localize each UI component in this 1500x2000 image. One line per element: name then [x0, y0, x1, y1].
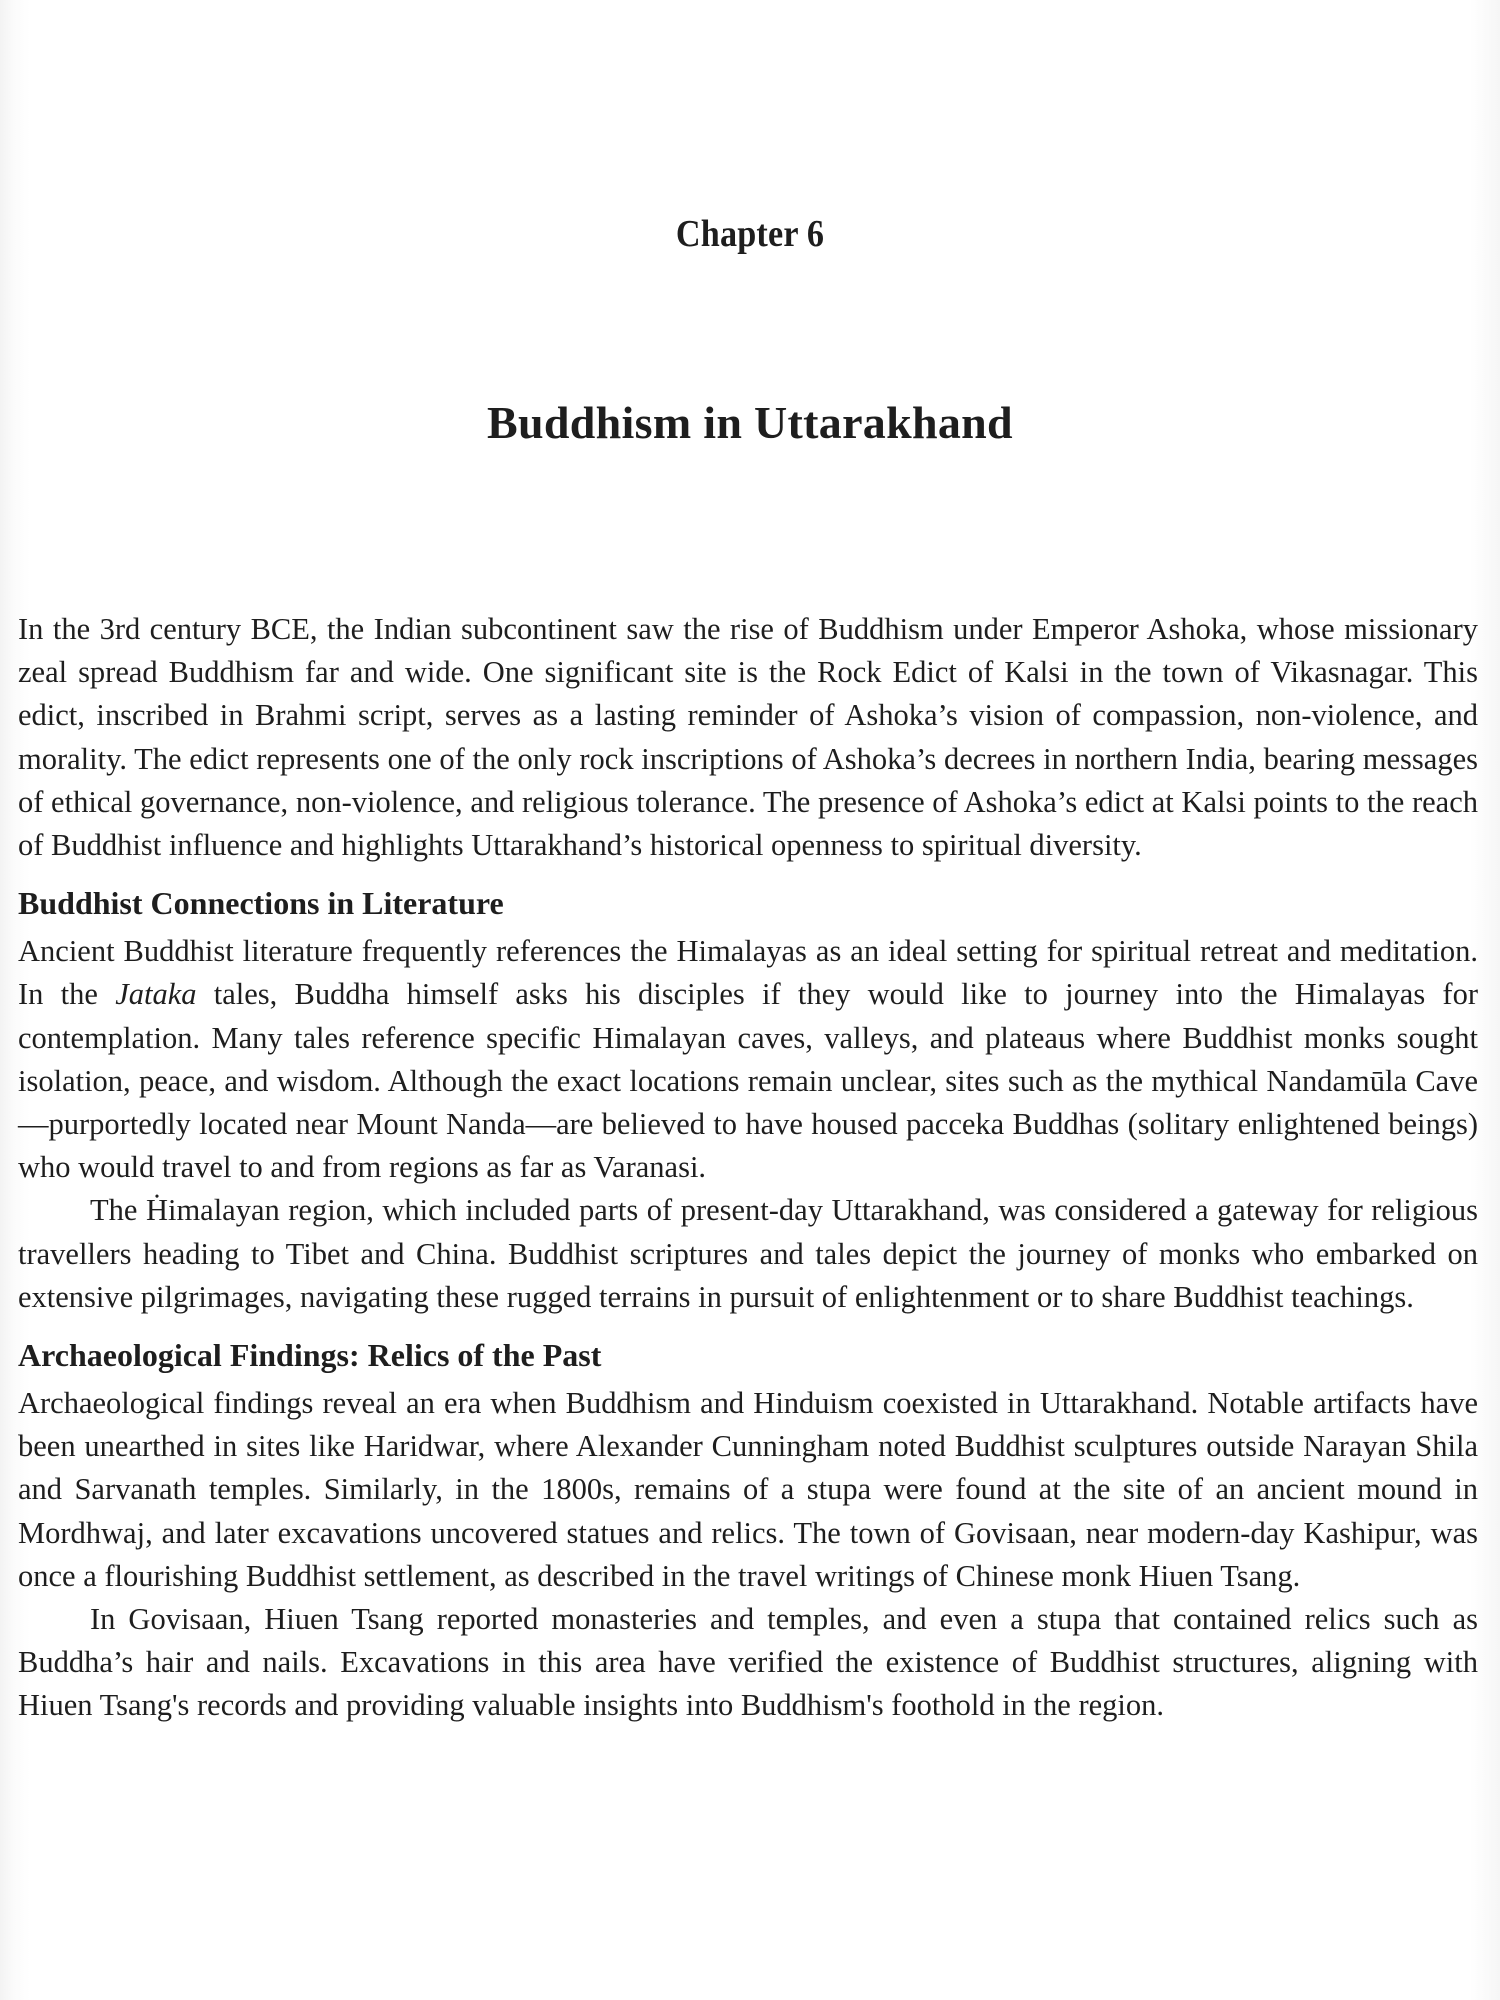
literature-paragraph-2: The Ḣimalayan region, which included parts of present-day Uttarakhand, was considered a gateway for religious travellers heading to Tibet and China. Buddhist scriptures and tales depict the journey of monks who embarked on extensive pilgrimages, navigating these rugged terrains in pursuit of enlightenment or to share Buddhist teachings. — [18, 1193, 1478, 1314]
archaeology-paragraph-1: Archaeological findings reveal an era when Buddhism and Hinduism coexisted in Uttarakhand. Notable artifacts have been unearthed in sites like Haridwar, where Alexander Cunningham noted Buddhist sculptures outside Narayan Shila and Sarvanath temples. Similarly, in the 1800s, remains of a stupa were found at the site of an ancient mound in Mordhwaj, and later excavations uncovered statues and relics. The town of Govisaan, near modern-day Kashipur, was once a flourishing Buddhist settlement, as described in the travel writings of Chinese monk Hiuen Tsang. — [18, 1386, 1478, 1593]
chapter-label: Chapter 6 — [675, 213, 825, 255]
jataka-italic-term: Jataka — [115, 977, 197, 1012]
archaeology-paragraph-2: In Govisaan, Hiuen Tsang reported monasteries and temples, and even a stupa that contained relics such as Buddha’s hair and nails. Excavations in this area have verified the existence of Buddhist structures, aligning with Hiuen Tsang's records and providing valuable insights into Buddhism's foothold in the region. — [18, 1602, 1478, 1723]
literature-text-after-italic: tales, Buddha himself asks his disciples if they would like to journey into the Himalayas for contemplation. Many tales reference specific Himalayan caves, valleys, and plateaus where Buddhist monks sought isolation, peace, and wisdom. Although the exact locations remain unclear, sites such as the mythical Nandamūla Cave—purportedly located near Mount Nanda—are believed to have housed pacceka Buddhas (solitary enlightened beings) who would travel to and from regions as far as Varanasi. — [18, 977, 1478, 1185]
chapter-body — [18, 608, 1478, 1728]
intro-paragraph: In the 3rd century BCE, the Indian subcontinent saw the rise of Buddhism under Emperor Ashoka, whose missionary zeal spread Buddhism far and wide. One significant site is the Rock Edict of Kalsi in the town of Vikasnagar. This edict, inscribed in Brahmi script, serves as a lasting reminder of Ashoka’s vision of compassion, non-violence, and morality. The edict represents one of the only rock inscriptions of Ashoka’s decrees in northern India, bearing messages of ethical governance, non-violence, and religious tolerance. The presence of Ashoka’s edict at Kalsi points to the reach of Buddhist influence and highlights Uttarakhand’s historical openness to spiritual diversity. — [18, 612, 1478, 863]
section-heading-literature: Buddhist Connections in Literature — [18, 885, 504, 922]
literature-text-before-italic: Ancient Buddhist literature frequently references the Himalayas as an ideal setting for spiritual retreat and meditation. In the — [18, 934, 1478, 1012]
section-heading-archaeology: Archaeological Findings: Relics of the Past — [18, 1337, 602, 1374]
literature-paragraph-1 — [18, 930, 1478, 1189]
chapter-title: Buddhism in Uttarakhand — [487, 397, 1013, 448]
